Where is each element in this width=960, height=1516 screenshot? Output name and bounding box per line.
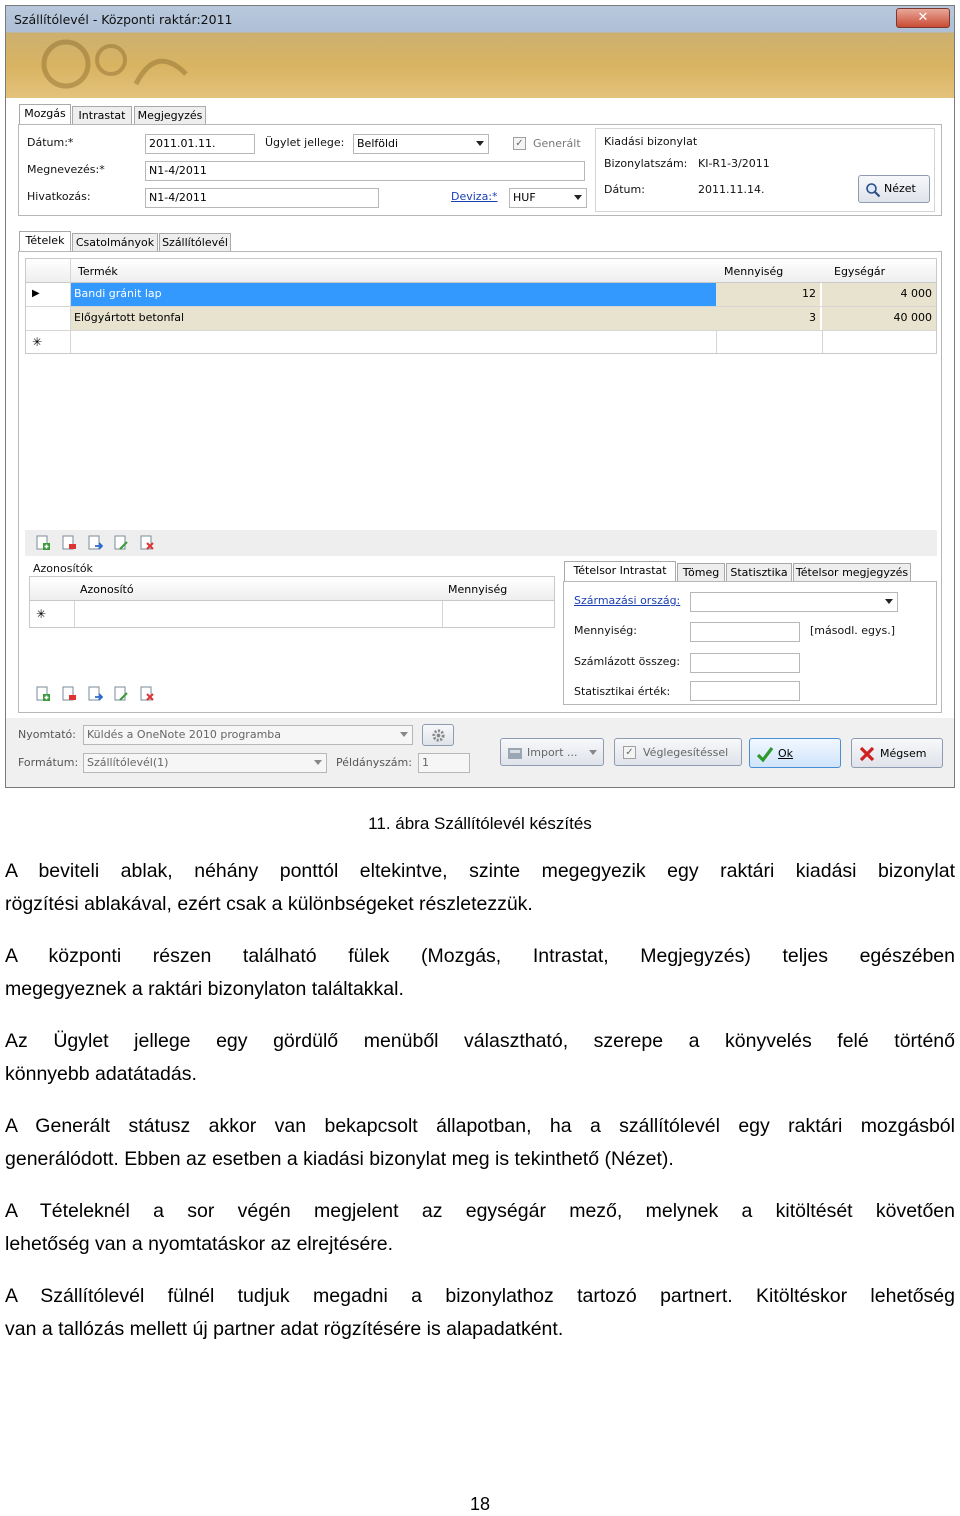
table-row[interactable]	[26, 307, 936, 331]
row-price[interactable]: 40 000	[822, 307, 936, 330]
kiadasi-datum-value: 2011.11.14.	[698, 183, 765, 196]
masodl-egys-label: [másodl. egys.]	[810, 624, 896, 637]
statisztikai-label: Statisztikai érték:	[574, 685, 671, 698]
grid-divider	[74, 601, 75, 627]
azonositok-title: Azonosítók	[33, 562, 93, 575]
window-title: Szállítólevél - Központi raktár:2011	[14, 12, 233, 27]
col-egysegar[interactable]: Egységár	[834, 265, 886, 278]
ugylet-select[interactable]	[353, 134, 489, 154]
app-window	[5, 5, 955, 788]
kiadasi-group	[595, 128, 935, 212]
paragraph-line: könnyebb adatátadás.	[5, 1063, 197, 1085]
paragraph-4	[5, 1110, 955, 1176]
row-header-divider	[70, 259, 71, 353]
chevron-down-icon	[589, 750, 597, 755]
tab-tetelek[interactable]: Tételek	[19, 231, 71, 251]
move-row-icon[interactable]	[87, 535, 103, 551]
bizonylatszam-label: Bizonylatszám:	[604, 157, 688, 170]
delete-row-icon[interactable]	[139, 535, 155, 551]
page-number: 18	[469, 1494, 491, 1514]
tab-megjegyzes[interactable]: Megjegyzés	[134, 106, 206, 124]
add-row-icon[interactable]	[35, 535, 51, 551]
nezet-label: Nézet	[884, 182, 916, 195]
items-panel	[18, 251, 942, 713]
delete-row-icon[interactable]	[139, 686, 155, 702]
figure-caption: 11. ábra Szállítólevél készítés	[368, 814, 592, 833]
ugylet-value: Belföldi	[357, 137, 399, 150]
mennyiseg-field[interactable]	[690, 622, 800, 642]
import-label: Import ...	[527, 746, 578, 759]
paragraph-line: A Szállítólevél fülnél tudjuk megadni a bizonylathoz tartozó partnert. Kitöltéskor lehetőség	[5, 1285, 955, 1307]
tab-mozgas[interactable]: Mozgás	[19, 104, 71, 124]
paragraph-line: A Generált státusz akkor van bekapcsolt állapotban, ha a szállítólevél egy raktári mozgásból	[5, 1115, 955, 1137]
remove-row-icon[interactable]	[61, 686, 77, 702]
statisztikai-field[interactable]	[690, 681, 800, 701]
veglegesites-label: Véglegesítéssel	[643, 746, 729, 759]
azonositok-group	[25, 558, 553, 706]
ok-label: Ok	[778, 747, 794, 760]
azonositok-toolbar	[29, 682, 555, 706]
body-text	[5, 855, 955, 1346]
megnevezes-field[interactable]: N1-4/2011	[145, 161, 585, 181]
paragraph-line: A központi részen található fülek (Mozgás, Intrastat, Megjegyzés) teljes egészében	[5, 945, 955, 967]
checkmark-icon	[756, 745, 774, 763]
grid-divider	[716, 331, 717, 353]
new-row-icon: ✳	[36, 607, 47, 621]
row-price[interactable]: 4 000	[822, 283, 936, 306]
new-row[interactable]	[26, 331, 936, 353]
chevron-down-icon	[574, 195, 582, 200]
datum-field[interactable]: 2011.01.11.	[145, 134, 255, 154]
hivatkozas-field[interactable]: N1-4/2011	[145, 188, 379, 208]
items-toolbar	[25, 530, 937, 556]
table-row[interactable]	[26, 283, 936, 307]
paragraph-1	[5, 855, 955, 921]
add-row-icon[interactable]	[35, 686, 51, 702]
szarmazasi-select[interactable]	[690, 592, 898, 612]
row-product[interactable]: Bandi gránit lap	[70, 283, 716, 306]
tab-statisztika[interactable]: Statisztika	[726, 563, 792, 581]
formatum-value: Szállítólevél(1)	[87, 756, 169, 769]
title-bar	[6, 6, 954, 98]
szarmazasi-link[interactable]: Származási ország:	[574, 594, 681, 607]
chevron-down-icon	[885, 599, 893, 604]
paragraph-6	[5, 1280, 955, 1346]
tab-tetelsor-intrastat[interactable]: Tételsor Intrastat	[564, 561, 676, 581]
row-qty[interactable]: 12	[716, 283, 820, 306]
cancel-icon	[858, 745, 876, 763]
edit-row-icon[interactable]	[113, 686, 129, 702]
grid-divider	[442, 601, 443, 627]
import-icon	[507, 745, 523, 761]
tab-csatolmanyok[interactable]: Csatolmányok	[72, 233, 158, 251]
paragraph-line: megegyeznek a raktári bizonylaton találtakkal.	[5, 978, 404, 1000]
row-qty[interactable]: 3	[716, 307, 820, 330]
magnifier-icon	[865, 182, 881, 198]
kiadasi-datum-label: Dátum:	[604, 183, 645, 196]
peldanyszam-stepper[interactable]	[418, 753, 470, 773]
paragraph-line: A Tételeknél a sor végén megjelent az egységár mező, melynek a kitöltését követően	[5, 1200, 955, 1222]
megnevezes-label: Megnevezés:*	[27, 163, 105, 176]
current-row-marker-icon: ▶	[32, 288, 40, 299]
paragraph-5	[5, 1195, 955, 1261]
paragraph-3	[5, 1025, 955, 1091]
deviza-link[interactable]: Deviza:*	[451, 190, 498, 203]
paragraph-line: A beviteli ablak, néhány ponttól eltekintve, szinte megegyezik egy raktári kiadási bizonylat	[5, 860, 955, 882]
chevron-down-icon	[314, 760, 322, 765]
col-azonosito-mennyiseg[interactable]: Mennyiség	[448, 583, 508, 596]
hivatkozas-label: Hivatkozás:	[27, 190, 91, 203]
veglegesites-checkbox[interactable]: ✓	[623, 746, 636, 759]
generalt-checkbox[interactable]: ✓	[513, 137, 526, 150]
szamlazott-label: Számlázott összeg:	[574, 655, 681, 668]
formatum-label: Formátum:	[18, 756, 79, 769]
decorative-logo-icon	[36, 34, 206, 96]
generalt-label: Generált	[533, 137, 581, 150]
paragraph-line: Az Ügylet jellege egy gördülő menüből választható, szerepe a könyvelés felé történő	[5, 1030, 955, 1052]
import-button[interactable]	[500, 738, 604, 766]
move-row-icon[interactable]	[87, 686, 103, 702]
paragraph-line: van a tallózás mellett új partner adat rögzítésére is alapadatként.	[5, 1318, 564, 1340]
ugylet-label: Ügylet jellege:	[265, 136, 345, 149]
col-mennyiseg[interactable]: Mennyiség	[724, 265, 784, 278]
paragraph-2	[5, 940, 955, 1006]
tab-tomeg[interactable]: Tömeg	[677, 563, 725, 581]
detail-panel	[563, 581, 937, 705]
nyomtato-value: Küldés a OneNote 2010 programba	[87, 728, 282, 741]
paragraph-line: lehetőség van a nyomtatáskor az elrejtésére.	[5, 1233, 394, 1255]
row-product[interactable]: Előgyártott betonfal	[70, 307, 716, 330]
azonositok-grid-header	[30, 577, 554, 601]
kiadasi-title: Kiadási bizonylat	[604, 135, 698, 148]
chevron-down-icon	[476, 141, 484, 146]
tab-szallitolevel[interactable]: Szállítólevél	[159, 233, 231, 251]
printer-settings-button[interactable]	[422, 724, 454, 746]
nyomtato-label: Nyomtató:	[18, 728, 76, 741]
megsem-label: Mégsem	[880, 747, 927, 760]
col-azonosito[interactable]: Azonosító	[80, 583, 134, 596]
megsem-button[interactable]	[851, 738, 943, 768]
peldanyszam-label: Példányszám:	[336, 756, 412, 769]
grid-divider	[822, 331, 823, 353]
header-panel	[18, 124, 942, 216]
nezet-button[interactable]	[858, 175, 930, 203]
gear-icon	[431, 728, 446, 743]
nyomtato-select[interactable]	[83, 725, 413, 745]
deviza-select[interactable]	[509, 188, 587, 208]
formatum-select[interactable]	[83, 753, 327, 773]
mennyiseg-label: Mennyiség:	[574, 624, 637, 637]
remove-row-icon[interactable]	[61, 535, 77, 551]
close-button[interactable]: ✕	[896, 8, 950, 28]
veglegesites-toggle[interactable]	[614, 738, 742, 766]
tab-tetelsor-megjegyzes[interactable]: Tételsor megjegyzés	[793, 563, 911, 581]
ok-button[interactable]	[749, 738, 841, 768]
deviza-value: HUF	[513, 191, 536, 204]
datum-label: Dátum:*	[27, 136, 74, 149]
peldanyszam-value: 1	[422, 756, 429, 769]
new-row-icon: ✳	[32, 335, 43, 349]
azonositok-grid	[29, 576, 555, 628]
tab-intrastat[interactable]: Intrastat	[72, 106, 132, 124]
szamlazott-field[interactable]	[690, 653, 800, 673]
items-grid	[25, 258, 937, 354]
edit-row-icon[interactable]	[113, 535, 129, 551]
bizonylatszam-value: KI-R1-3/2011	[698, 157, 770, 170]
paragraph-line: generálódott. Ebben az esetben a kiadási bizonylat meg is tekinthető (Nézet).	[5, 1148, 674, 1170]
paragraph-line: rögzítési ablakával, ezért csak a különbségeket részletezzük.	[5, 893, 533, 915]
items-grid-header	[26, 259, 936, 283]
chevron-down-icon	[400, 732, 408, 737]
col-termek[interactable]: Termék	[78, 265, 118, 278]
footer-bar	[6, 718, 954, 788]
